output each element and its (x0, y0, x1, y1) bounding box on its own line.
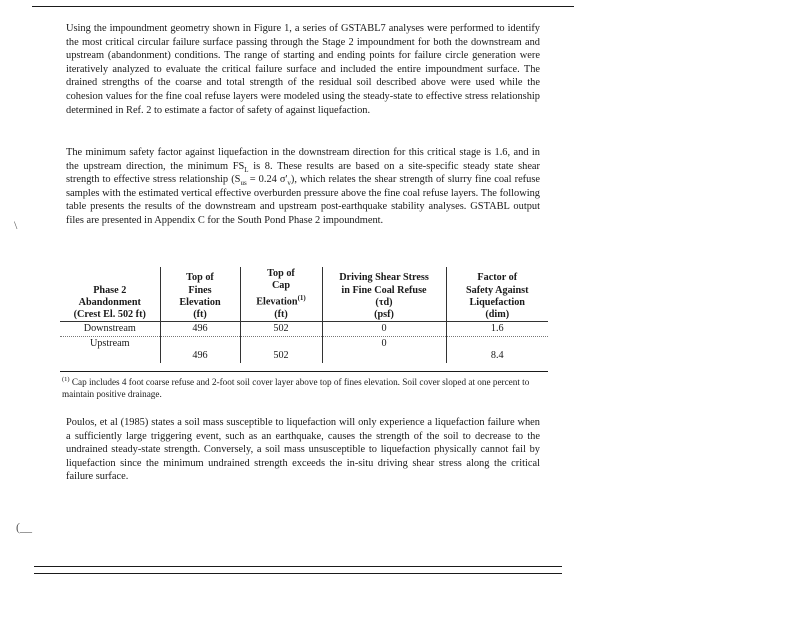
table-row (60, 322, 548, 337)
header-top-of-cap: Top of Cap Elevation$^{(1)}$ (ft) (240, 267, 322, 322)
p2-text-c: = 0.24 σ' (246, 174, 288, 186)
p2-sus-sub: us (240, 179, 247, 188)
header-driving-shear-stress: Driving Shear Stress in Fine Coal Refuse (τd) (psf) (322, 267, 446, 322)
cell-fines-elevation: 496 (160, 337, 240, 363)
cell-factor-of-safety: 8.4 (446, 337, 548, 363)
cell-driving-stress: 0 (322, 322, 446, 337)
table-row (60, 337, 548, 363)
cell-driving-stress: 0 (322, 337, 446, 363)
bottom-rule-upper (34, 566, 562, 567)
stability-results-table (60, 267, 548, 363)
paragraph-safety-results (66, 146, 540, 228)
header-phase: Phase 2 Abandonment (Crest El. 502 ft) (60, 267, 160, 322)
cell-case: Upstream (89, 338, 130, 350)
cell-cap-elevation: 502 (240, 337, 322, 363)
paragraph-analysis-method: Using the impoundment geometry shown in Figure 1, a series of GSTABL7 analyses were performed to identify the most critical circular failure surface passing through the Stage 2 impoundment for both the downstream and upstream (abandonment) conditions. The range of starting and ending points for failure circle generation were iteratively analyzed to evaluate the critical failure surface and included the entire impoundment surface. The drained strengths of the coarse and total strength of the residual soil described above were used while the cohesion values for the fine coal refuse layers were modeled using the steady-state to effective stress relationship determined in Ref. 2 to estimate a factor of safety of against liquefaction. (66, 23, 540, 116)
p2-text-d: ), which relates the shear strength of slurry fine coal refuse samples with the estimated vertical effective overburden pressure above the fine coal refuse layers. The following table presents the results of the downstream and upstream post-earthquake stability analyses. GSTABL output files are presented in Appendix C for the South Pond Phase 2 impoundment. (66, 174, 540, 226)
table-footnote (62, 374, 542, 400)
paragraph-poulos-liquefaction: Poulos, et al (1985) states a soil mass susceptible to liquefaction will only experience a liquefaction failure when a sufficiently large triggering event, such as an earthquake, causes the strength of the soil to decrease to the undrained steady-state strength. Conversely, a soil mass unsusceptible to liquefaction physically cannot fail by liquefaction since the minimum undrained strength exceeds the in-situ driving shear stress along the critical failure surface. (66, 417, 540, 483)
header-factor-of-safety: Factor of Safety Against Liquefaction (dim) (446, 267, 548, 322)
cell-fines-elevation: 496 (160, 322, 240, 337)
footnote-marker: (1) (62, 376, 70, 383)
p2-fs-sub: L (244, 165, 249, 174)
p2-text-b: is 8. These results are based on a site-specific steady state shear strength to effective stress relationship (S (66, 160, 540, 186)
cell-factor-of-safety: 1.6 (446, 322, 548, 337)
footnote-text: Cap includes 4 foot coarse refuse and 2-foot soil cover layer above top of fines elevation. Soil cover sloped at one percent to maintain positive drainage. (62, 377, 530, 399)
margin-mark-upper: \ (14, 218, 18, 232)
cell-case: Downstream (60, 322, 160, 337)
table-bottom-rule (60, 371, 548, 372)
p2-v-sub: v (287, 179, 291, 188)
top-rule (32, 6, 574, 7)
table-header-row (60, 267, 548, 322)
bottom-rule-lower (34, 573, 562, 574)
cell-cap-elevation: 502 (240, 322, 322, 337)
header-top-of-fines: Top of Fines Elevation (ft) (160, 267, 240, 322)
p2-text-a: The minimum safety factor against liquefaction in the downstream direction for this critical stage is 1.6, and in the upstream direction, the minimum FS (66, 147, 540, 172)
margin-mark-lower: (__ (16, 520, 32, 534)
